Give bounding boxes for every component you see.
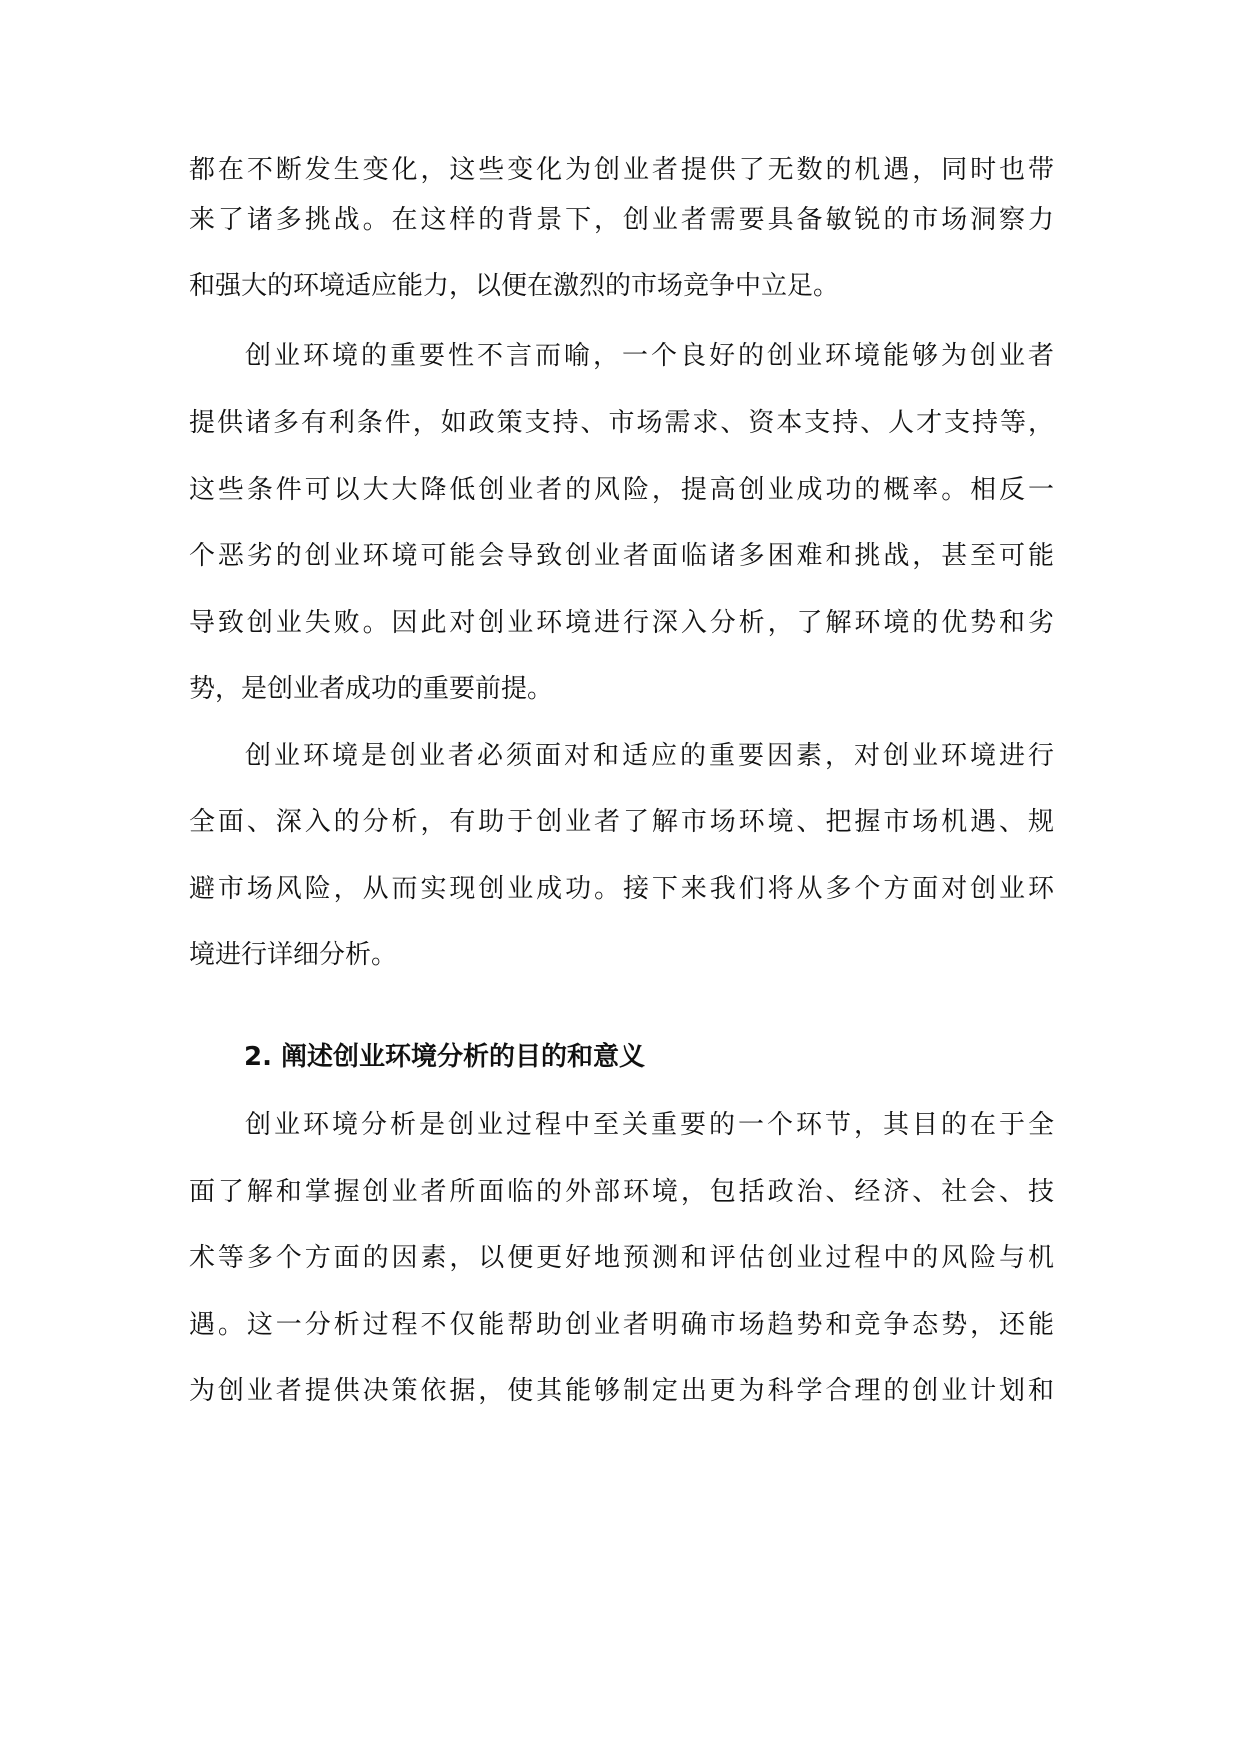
- section-paragraph-line-4: 遇。这一分析过程不仅能帮助创业者明确市场趋势和竞争态势，还能: [189, 1310, 1054, 1340]
- paragraph-1-line-2: 来了诸多挑战。在这样的背景下，创业者需要具备敏锐的市场洞察力: [189, 205, 1054, 235]
- section-paragraph-line-3: 术等多个方面的因素，以便更好地预测和评估创业过程中的风险与机: [189, 1243, 1054, 1273]
- paragraph-3-line-1: 创业环境是创业者必须面对和适应的重要因素，对创业环境进行: [245, 741, 1054, 771]
- paragraph-1-line-3: 和强大的环境适应能力，以便在激烈的市场竞争中立足。: [189, 271, 840, 301]
- paragraph-2-line-5: 导致创业失败。因此对创业环境进行深入分析，了解环境的优势和劣: [189, 608, 1054, 638]
- paragraph-2-line-3: 这些条件可以大大降低创业者的风险，提高创业成功的概率。相反一: [189, 475, 1054, 505]
- paragraph-1-line-1: 都在不断发生变化，这些变化为创业者提供了无数的机遇，同时也带: [189, 155, 1054, 185]
- paragraph-2-line-4: 个恶劣的创业环境可能会导致创业者面临诸多困难和挑战，甚至可能: [189, 541, 1054, 571]
- section-paragraph-line-2: 面了解和掌握创业者所面临的外部环境，包括政治、经济、社会、技: [189, 1177, 1054, 1207]
- paragraph-2-line-6: 势，是创业者成功的重要前提。: [189, 674, 554, 704]
- paragraph-3-line-3: 避市场风险，从而实现创业成功。接下来我们将从多个方面对创业环: [189, 874, 1054, 904]
- section-heading: 2. 阐述创业环境分析的目的和意义: [244, 1042, 646, 1072]
- paragraph-2-line-2: 提供诸多有利条件，如政策支持、市场需求、资本支持、人才支持等，: [189, 408, 1054, 438]
- paragraph-3-line-4: 境进行详细分析。: [189, 940, 398, 970]
- paragraph-2-line-1: 创业环境的重要性不言而喻，一个良好的创业环境能够为创业者: [245, 341, 1054, 371]
- section-paragraph-line-5: 为创业者提供决策依据，使其能够制定出更为科学合理的创业计划和: [189, 1376, 1054, 1406]
- section-paragraph-line-1: 创业环境分析是创业过程中至关重要的一个环节，其目的在于全: [245, 1110, 1054, 1140]
- paragraph-3-line-2: 全面、深入的分析，有助于创业者了解市场环境、把握市场机遇、规: [189, 807, 1054, 837]
